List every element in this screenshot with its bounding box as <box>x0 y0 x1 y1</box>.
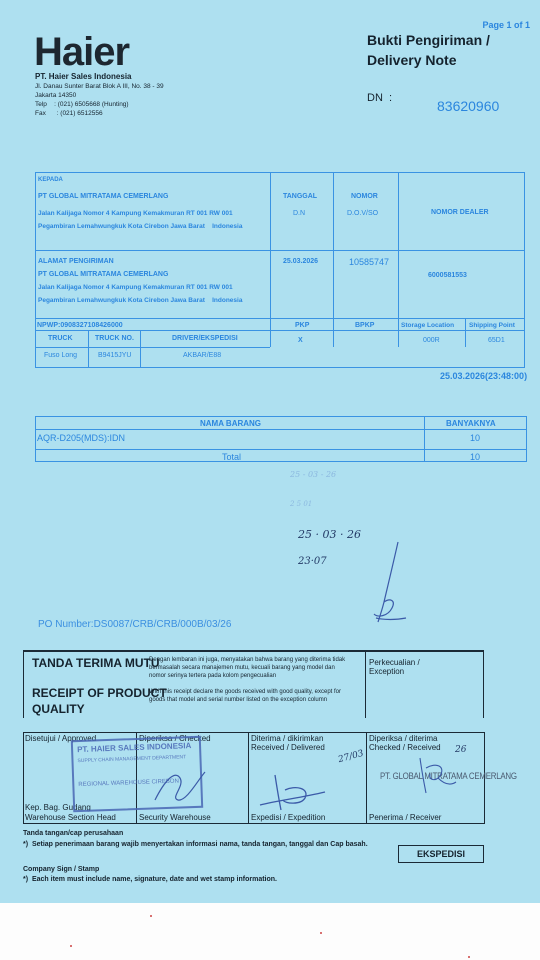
sign-stamp-label-id: Tanda tangan/cap perusahaan <box>23 830 124 837</box>
approved-label: Disetujui / Approved <box>25 734 97 743</box>
received-check-label: Diperiksa / diterima Checked / Received <box>369 734 441 752</box>
nomor-subheader: D.O.V/SO <box>347 210 379 217</box>
company-city: Jakarta 14350 <box>35 92 77 99</box>
dn-label: DN : <box>367 92 393 104</box>
tanggal-header: TANGGAL <box>283 193 318 200</box>
quality-receipt-text-en: With this receipt declare the goods received with good quality, except for goods that model and serial number listed on the exception column <box>149 689 341 703</box>
scan-speck <box>70 945 72 947</box>
handwritten-received-date: 27/03 <box>337 748 365 766</box>
items-header-qty: BANYAKNYA <box>446 419 496 428</box>
ekspedisi-box <box>398 845 484 863</box>
receiver-stamp: PT. GLOBAL MITRATAMA CEMERLANG <box>380 771 517 781</box>
warehouse-head-label-en: Warehouse Section Head <box>25 813 116 822</box>
truck-no-header: TRUCK NO. <box>95 335 134 342</box>
doc-title-en: Delivery Note <box>367 52 457 68</box>
truck-header: TRUCK <box>48 335 73 342</box>
driver-header: DRIVER/EKSPEDISI <box>172 335 238 342</box>
delivery-date: 25.03.2026 <box>283 258 319 265</box>
expedition-signature <box>255 770 345 815</box>
scan-speck <box>150 915 152 917</box>
pkp-value: X <box>298 337 303 344</box>
truck-type: Fuso Long <box>44 352 78 359</box>
doc-title-id: Bukti Pengiriman / <box>367 32 490 48</box>
so-number: 10585747 <box>349 257 390 267</box>
warehouse-head-label-id: Kep. Bag. Gudang <box>25 803 91 812</box>
driver-name: AKBAR/E88 <box>183 352 222 359</box>
recipient-name: PT GLOBAL MITRATAMA CEMERLANG <box>38 193 169 200</box>
exception-label: Perkecualian / Exception <box>369 658 420 676</box>
items-total-qty: 10 <box>470 452 481 462</box>
expedition-label: Expedisi / Expedition <box>251 813 326 822</box>
stamp-department: SUPPLY CHAIN MANAGEMENT DEPARTMENT <box>77 754 187 765</box>
shipping-point-label: Shipping Point <box>469 322 515 329</box>
company-phone: Telp : (021) 6505668 (Hunting) <box>35 101 129 108</box>
footer-note-id: *) Setiap penerimaan barang wajib menyertakan informasi nama, tanda tangan, tanggal dan Cap basah. <box>23 841 368 848</box>
scan-speck <box>468 956 470 958</box>
delivered-label: Diterima / dikirimkan Received / Delivered <box>251 734 325 752</box>
storage-location-label: Storage Location <box>401 322 455 329</box>
items-total-label: Total <box>222 452 242 462</box>
receiver-label: Penerima / Receiver <box>369 813 442 822</box>
po-number: PO Number:DS0087/CRB/CRB/000B/03/26 <box>38 619 232 630</box>
security-label: Security Warehouse <box>139 813 211 822</box>
faint-handwritten-date: 25 - 03 - 26 <box>290 470 337 479</box>
page-indicator: Page 1 of 1 <box>482 20 530 30</box>
ship-to-address-2: Pegambiran Lemahwungkuk Kota Cirebon Jawa Barat Indonesia <box>38 297 243 304</box>
quality-receipt-title-en-2: QUALITY <box>32 702 85 716</box>
checked-signature <box>150 760 210 810</box>
dealer-number: 6000581553 <box>428 272 467 279</box>
storage-location-value: 000R <box>423 337 440 344</box>
haier-logo: Haier <box>34 30 130 74</box>
receiver-signature <box>410 748 460 798</box>
stamp-company: PT. HAIER SALES INDONESIA <box>76 741 192 755</box>
ship-to-address-1: Jalan Kalijaga Nomor 4 Kampung Kemakmuran RT 001 RW 001 <box>38 284 233 291</box>
ekspedisi-label: EKSPEDISI <box>416 849 465 859</box>
item-row-qty: 10 <box>470 433 481 443</box>
npwp: NPWP:0908327108426000 <box>37 322 123 329</box>
handwritten-time: 23·07 <box>298 556 327 567</box>
company-name: PT. Haier Sales Indonesia <box>35 72 132 81</box>
recipient-address-1: Jalan Kalijaga Nomor 4 Kampung Kemakmuran RT 001 RW 001 <box>38 210 233 217</box>
quality-receipt-title-en-1: RECEIPT OF PRODUCT <box>32 686 167 700</box>
quality-receipt-title-id: TANDA TERIMA MUTU <box>32 656 160 670</box>
company-address: Jl. Danau Sunter Barat Blok A III, No. 38 - 39 <box>35 83 164 90</box>
items-header-name: NAMA BARANG <box>200 419 262 428</box>
tanggal-subheader: D.N <box>293 210 306 217</box>
pkp-label: PKP <box>295 322 310 329</box>
stamp-warehouse: REGIONAL WAREHOUSE CIREBON <box>78 778 179 789</box>
item-row-name: AQR-D205(MDS):IDN <box>37 433 126 443</box>
nomor-header: NOMOR <box>351 193 378 200</box>
handwritten-signature <box>370 540 415 630</box>
company-fax: Fax : (021) 6512556 <box>35 110 103 117</box>
bpkp-label: BPKP <box>355 322 375 329</box>
scan-speck <box>320 932 322 934</box>
handwritten-date: 25 · 03 · 26 <box>298 528 361 541</box>
ship-to-label: ALAMAT PENGIRIMAN <box>38 258 114 265</box>
print-timestamp: 25.03.2026(23:48:00) <box>440 371 528 381</box>
recipient-address-2: Pegambiran Lemahwungkuk Kota Cirebon Jawa Barat Indonesia <box>38 223 243 230</box>
checked-label: Diperiksa / Checked <box>139 734 211 743</box>
truck-number: B9415JYU <box>98 352 132 359</box>
kepada-label: KEPADA <box>38 177 63 183</box>
footer-note-en: *) Each item must include name, signature, date and wet stamp information. <box>23 876 277 883</box>
dealer-header: NOMOR DEALER <box>431 209 489 216</box>
ship-to-name: PT GLOBAL MITRATAMA CEMERLANG <box>38 271 169 278</box>
shipping-point-value: 65D1 <box>488 337 505 344</box>
sign-stamp-label-en: Company Sign / Stamp <box>23 866 100 873</box>
quality-receipt-text-id: Dengan lembaran ini juga, menyatakan bahwa barang yang diterima tidak bermasalah secara manajemen mutu, kecuali barang yang model dan nomor serinya tertera pada kolom pengecualian <box>149 657 346 679</box>
dn-number: 83620960 <box>437 98 500 114</box>
handwritten-26: 26 <box>455 745 467 755</box>
faint-handwritten-number: 2 5 01 <box>290 500 313 508</box>
